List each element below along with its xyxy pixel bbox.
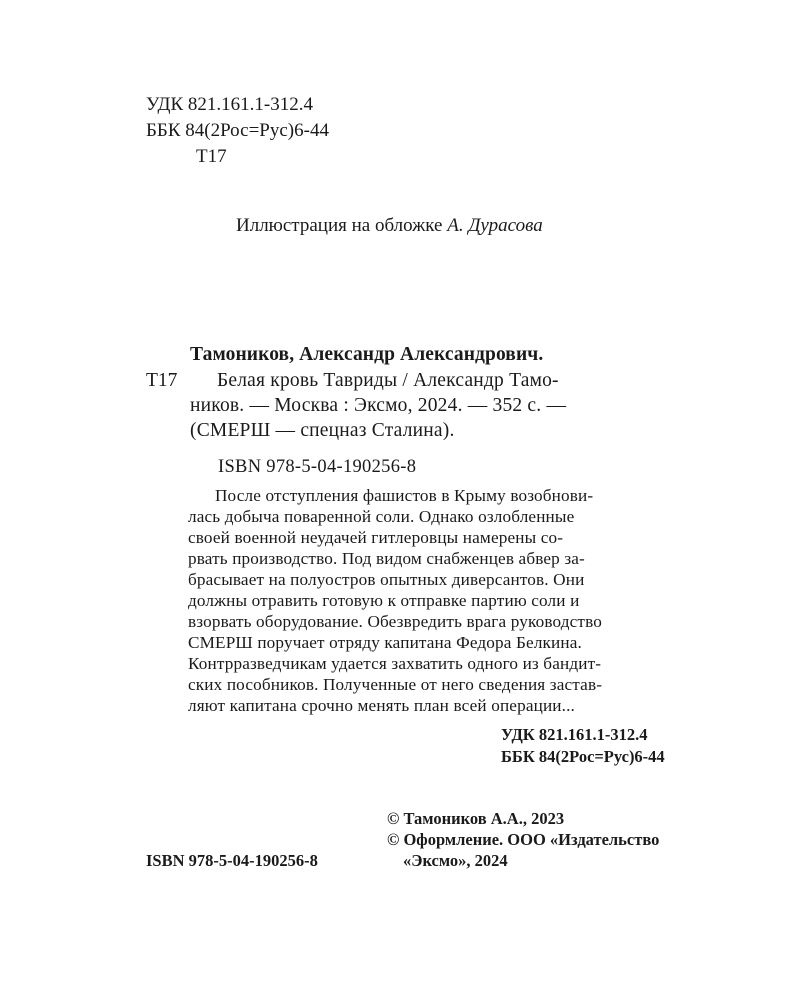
annotation-line: брасывает на полуостров опытных диверсантов. Они (188, 570, 585, 589)
annotation-line: лась добыча поваренной соли. Однако озлобленные (188, 507, 575, 526)
annotation-line: взорвать оборудование. Обезвредить врага руководство (188, 612, 602, 631)
copyright-author: © Тамоников А.А., 2023 (387, 809, 565, 828)
annotation-line: СМЕРШ поручает отряду капитана Федора Белкина. (188, 633, 582, 652)
illustration-prefix: Иллюстрация на обложке (236, 215, 448, 236)
annotation-line: рвать производство. Под видом снабженцев абвер за- (188, 549, 585, 568)
copyright-publisher: «Эксмо», 2024 (403, 851, 508, 870)
udk-code: УДК 821.161.1-312.4 (146, 94, 313, 115)
annotation-line: должны отравить готовую к отправке партию соли и (188, 591, 580, 610)
footer-udk-code: УДК 821.161.1-312.4 (501, 725, 648, 744)
author-heading: Тамоников, Александр Александрович. (190, 344, 544, 365)
bibliography-code: Т17 (146, 370, 178, 391)
copyright-design: © Оформление. ООО «Издательство (387, 830, 660, 849)
author-sign-code: Т17 (196, 146, 227, 167)
illustration-credit (236, 215, 543, 237)
bibliography-line: (СМЕРШ — спецназ Сталина). (190, 420, 455, 441)
bbk-code: ББК 84(2Рос=Рус)6-44 (146, 120, 329, 141)
annotation-line: После отступления фашистов в Крыму возобнови- (215, 486, 594, 505)
annotation-line: своей военной неудачей гитлеровцы намерены со- (188, 528, 564, 547)
annotation-line: ляют капитана срочно менять план всей операции... (188, 696, 575, 715)
annotation-line: Контрразведчикам удается захватить одного из бандит- (188, 654, 602, 673)
annotation-line: ских пособников. Полученные от него сведения застав- (188, 675, 603, 694)
isbn-bottom: ISBN 978-5-04-190256-8 (146, 851, 318, 870)
bibliography-line: ников. — Москва : Эксмо, 2024. — 352 с. — (190, 395, 567, 416)
illustration-artist: А. Дурасова (447, 215, 543, 236)
header-codes (146, 92, 329, 170)
footer-bbk-code: ББК 84(2Рос=Рус)6-44 (501, 747, 665, 766)
bibliography-line: Белая кровь Тавриды / Александр Тамо- (217, 370, 559, 391)
isbn-main: ISBN 978-5-04-190256-8 (218, 457, 417, 477)
